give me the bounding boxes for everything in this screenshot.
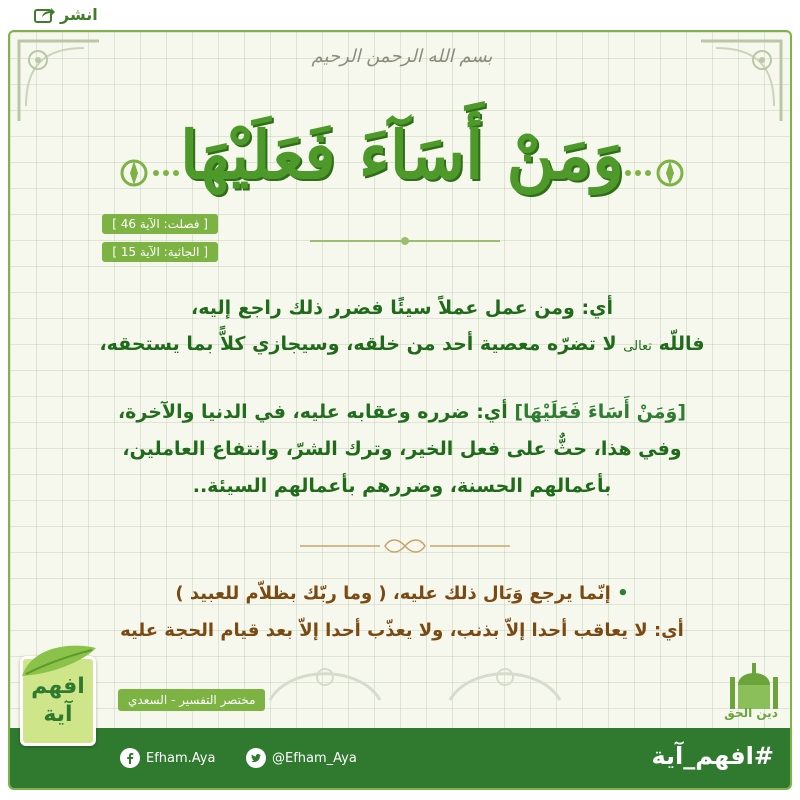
reference-badge: [ الجاثية: الآية 15 ] — [102, 242, 218, 262]
text-span: إنّما يرجع وَبَال ذلك عليه، ( وما ربّك بظلاّم للعبيد ) — [175, 583, 611, 604]
tafsir-paragraph-2 — [34, 394, 770, 505]
verse-quote: [وَمَنْ أَسَاءَ فَعَلَيْهَا] — [514, 401, 687, 423]
text-line: بأعمالهم الحسنة، وضررهم بأعمالهم السيئة.. — [192, 475, 612, 497]
app-logo — [12, 640, 104, 750]
content-card — [8, 30, 792, 790]
text-line — [34, 326, 770, 365]
reference-badge: [ فصلت: الآية 46 ] — [102, 214, 218, 234]
tafsir-paragraph-3 — [34, 575, 770, 649]
floral-ornament-icon — [440, 655, 570, 705]
share-label: انشر — [60, 5, 98, 24]
top-bar — [0, 0, 800, 30]
logo-word: آية — [43, 702, 73, 727]
text-span: لا تضرّه معصية أحد من خلقه، وسيجازي كلاًّ بما يستحقه، — [99, 333, 617, 355]
text-line: أي: لا يعاقب أحدا إلاّ بذنب، ولا يعذّب أحدا إلاّ بعد قيام الحجة عليه — [120, 620, 684, 641]
basmala: بسم الله الرحمن الرحيم — [311, 46, 493, 67]
text-span: فاللّه — [658, 333, 705, 355]
logo-text — [23, 673, 93, 729]
text-span-small: تعالى — [623, 339, 652, 354]
text-line — [34, 575, 770, 612]
brand-logo-text: دين الحق — [724, 706, 778, 720]
logo-word: افهم — [31, 674, 85, 699]
source-badge: مختصر التفسير - السعدي — [118, 689, 265, 711]
share-button[interactable] — [34, 5, 98, 24]
twitter-icon — [246, 748, 266, 768]
facebook-handle: Efham.Aya — [146, 750, 216, 766]
text-line — [34, 394, 770, 431]
floral-ornament-icon — [260, 655, 390, 705]
text-line: أي: ومن عمل عملاً سيئًا فضرر ذلك راجع إليه، — [190, 297, 614, 319]
text-line: وفي هذا، حثٌّ على فعل الخير، وترك الشرّ، وانتفاع العاملين، — [122, 438, 682, 460]
page-title: وَمَنْ أَسَآءَ فَعَلَيْهَا — [180, 116, 624, 194]
twitter-link[interactable] — [246, 748, 357, 768]
footer-bar — [10, 728, 792, 788]
divider-ornament-icon — [300, 535, 510, 557]
facebook-link[interactable] — [120, 748, 215, 768]
twitter-handle: @Efham_Aya — [272, 750, 357, 766]
facebook-icon — [120, 748, 140, 768]
leaf-icon — [12, 640, 104, 680]
bullet: • — [617, 583, 629, 604]
share-icon — [34, 6, 56, 24]
hashtag: #افهم_آية — [651, 742, 774, 770]
flourish-ornament-icon — [620, 148, 690, 198]
tafsir-paragraph-1 — [34, 290, 770, 365]
title-underline — [310, 235, 500, 247]
text-span: أي: ضرره وعقابه عليه، في الدنيا والآخرة، — [117, 401, 508, 423]
